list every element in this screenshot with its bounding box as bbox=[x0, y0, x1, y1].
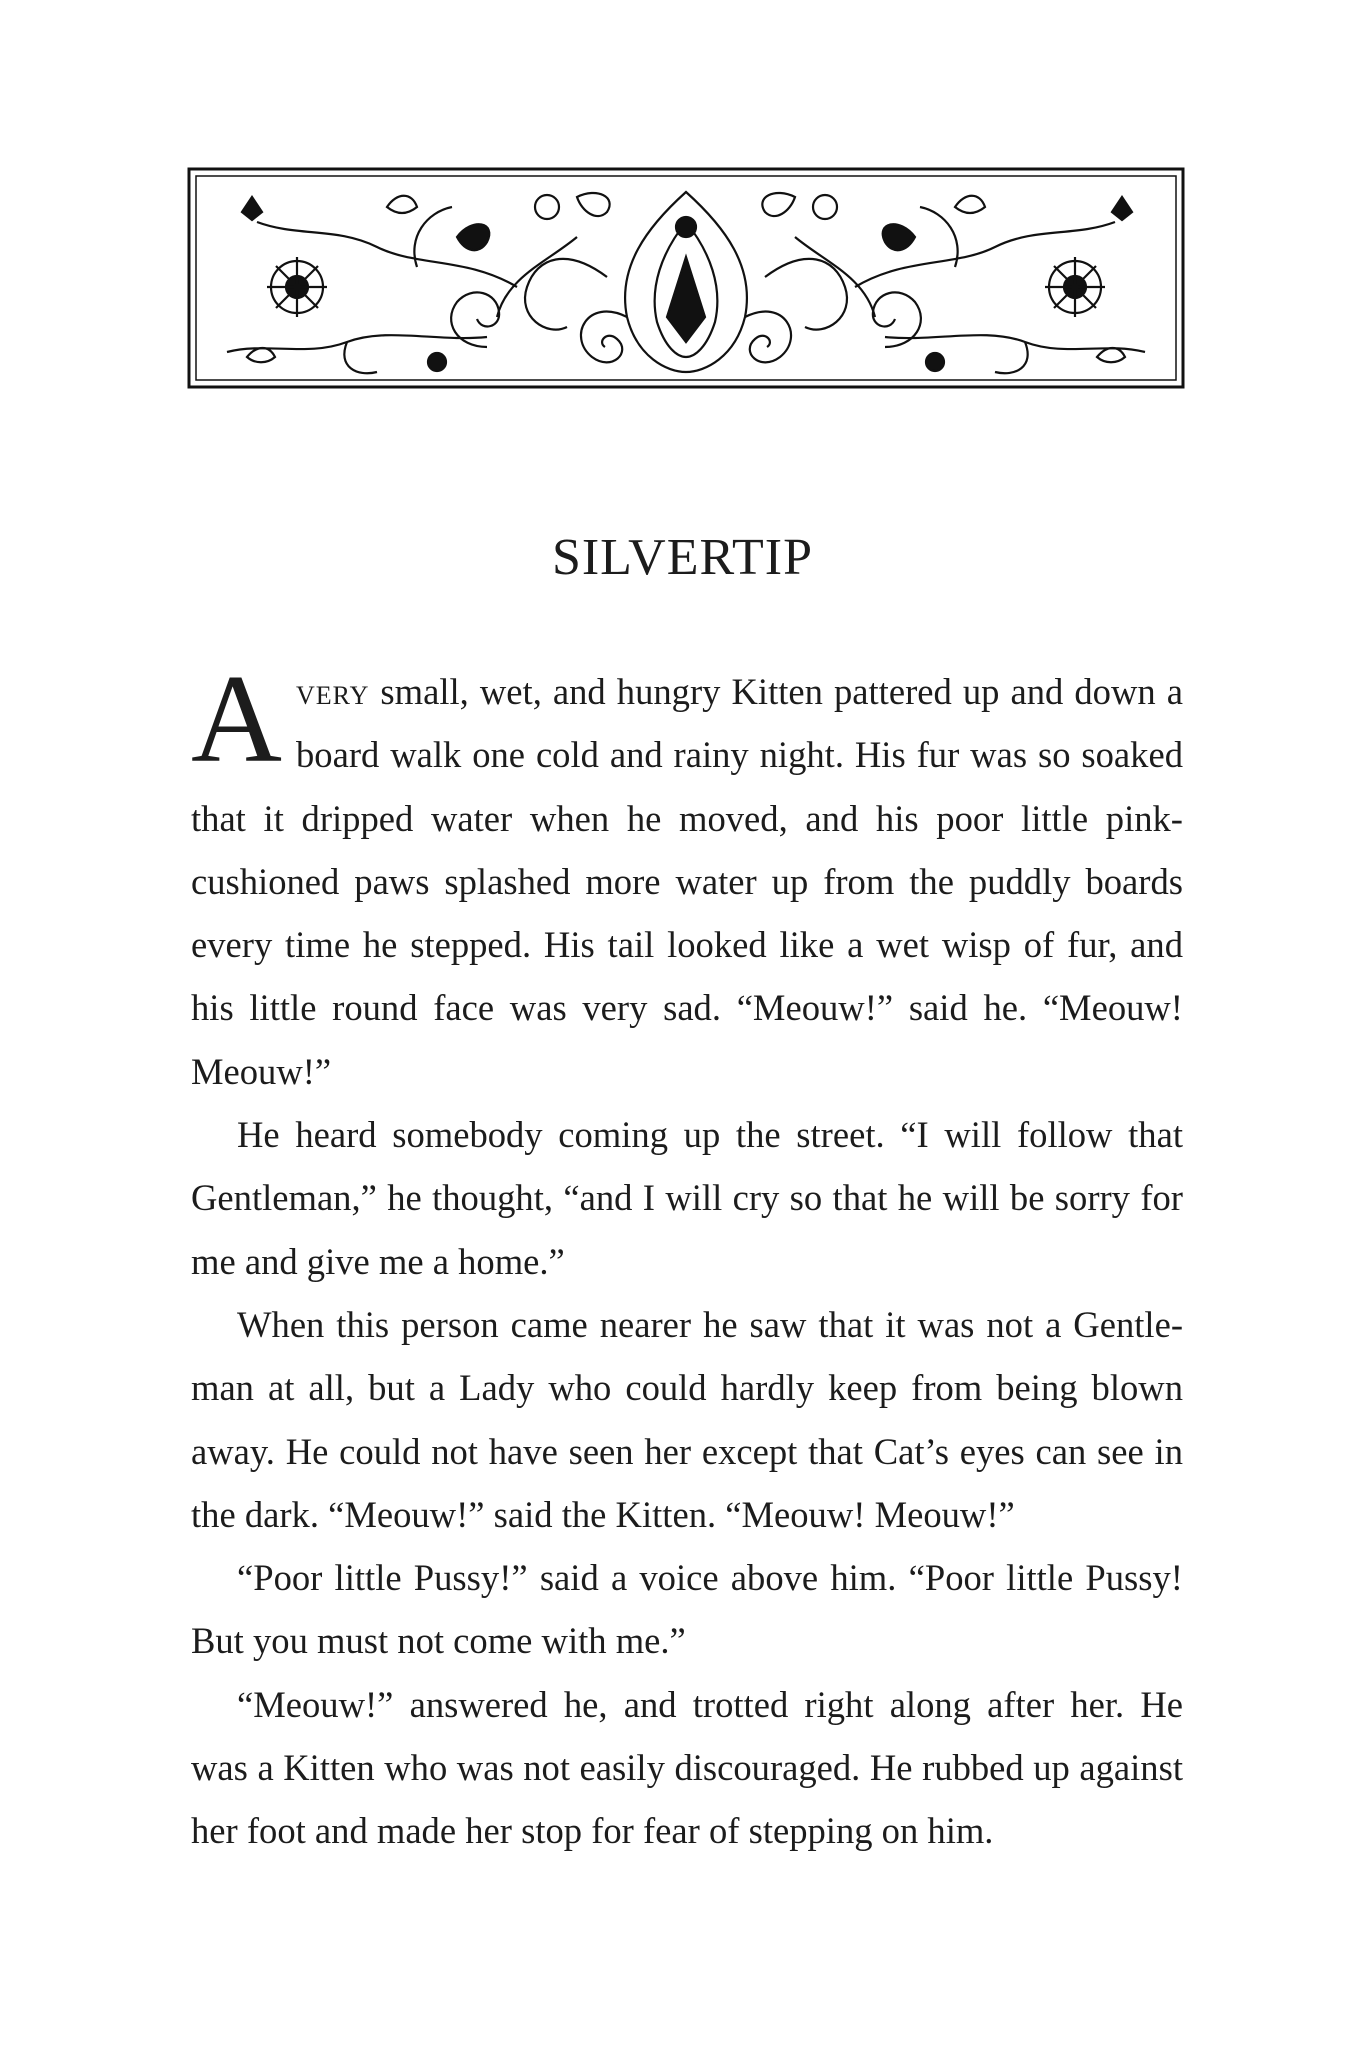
paragraph: When this person came nearer he saw that it was not a Gentleman at all, but a Lady who could hardly keep from being blown away. He could not have seen her except that Cat’s eyes can see in the dark. “Meouw!” said the Kitten. “Meouw! Meouw!” bbox=[191, 1303, 1183, 1535]
paragraph bbox=[191, 650, 1183, 1103]
drop-cap: A bbox=[191, 650, 282, 789]
floral-ornament-icon bbox=[187, 167, 1185, 389]
lead-in: very bbox=[296, 671, 370, 712]
paragraph-text: small, wet, and hungry Kitten pattered up and down a board walk one cold and rainy night. His fur was so soaked that it dripped water when he moved, and his poor little pink-cushioned paws splashed more water up from the puddly boards every time he stepped. His tail looked like a wet wisp of fur, and his little round face was very sad. “Meouw!” said he. “Meouw! Meouw!” bbox=[191, 671, 1183, 1092]
paragraph: “Meouw!” answered he, and trotted right along after her. He was a Kitten who was not easily discouraged. He rubbed up against her foot and made her stop for fear of stepping on him. bbox=[191, 1683, 1183, 1852]
chapter-body bbox=[191, 650, 1183, 1863]
floral-headpiece bbox=[187, 167, 1185, 389]
paragraph: He heard somebody coming up the street. “I will follow that Gentleman,” he thought, “and I will cry so that he will be sorry for me and give me a home.” bbox=[191, 1114, 1183, 1282]
chapter-title: SILVERTIP bbox=[551, 529, 814, 586]
paragraph: “Poor little Pussy!” said a voice above him. “Poor little Pussy! But you must not come with me.” bbox=[191, 1557, 1183, 1662]
